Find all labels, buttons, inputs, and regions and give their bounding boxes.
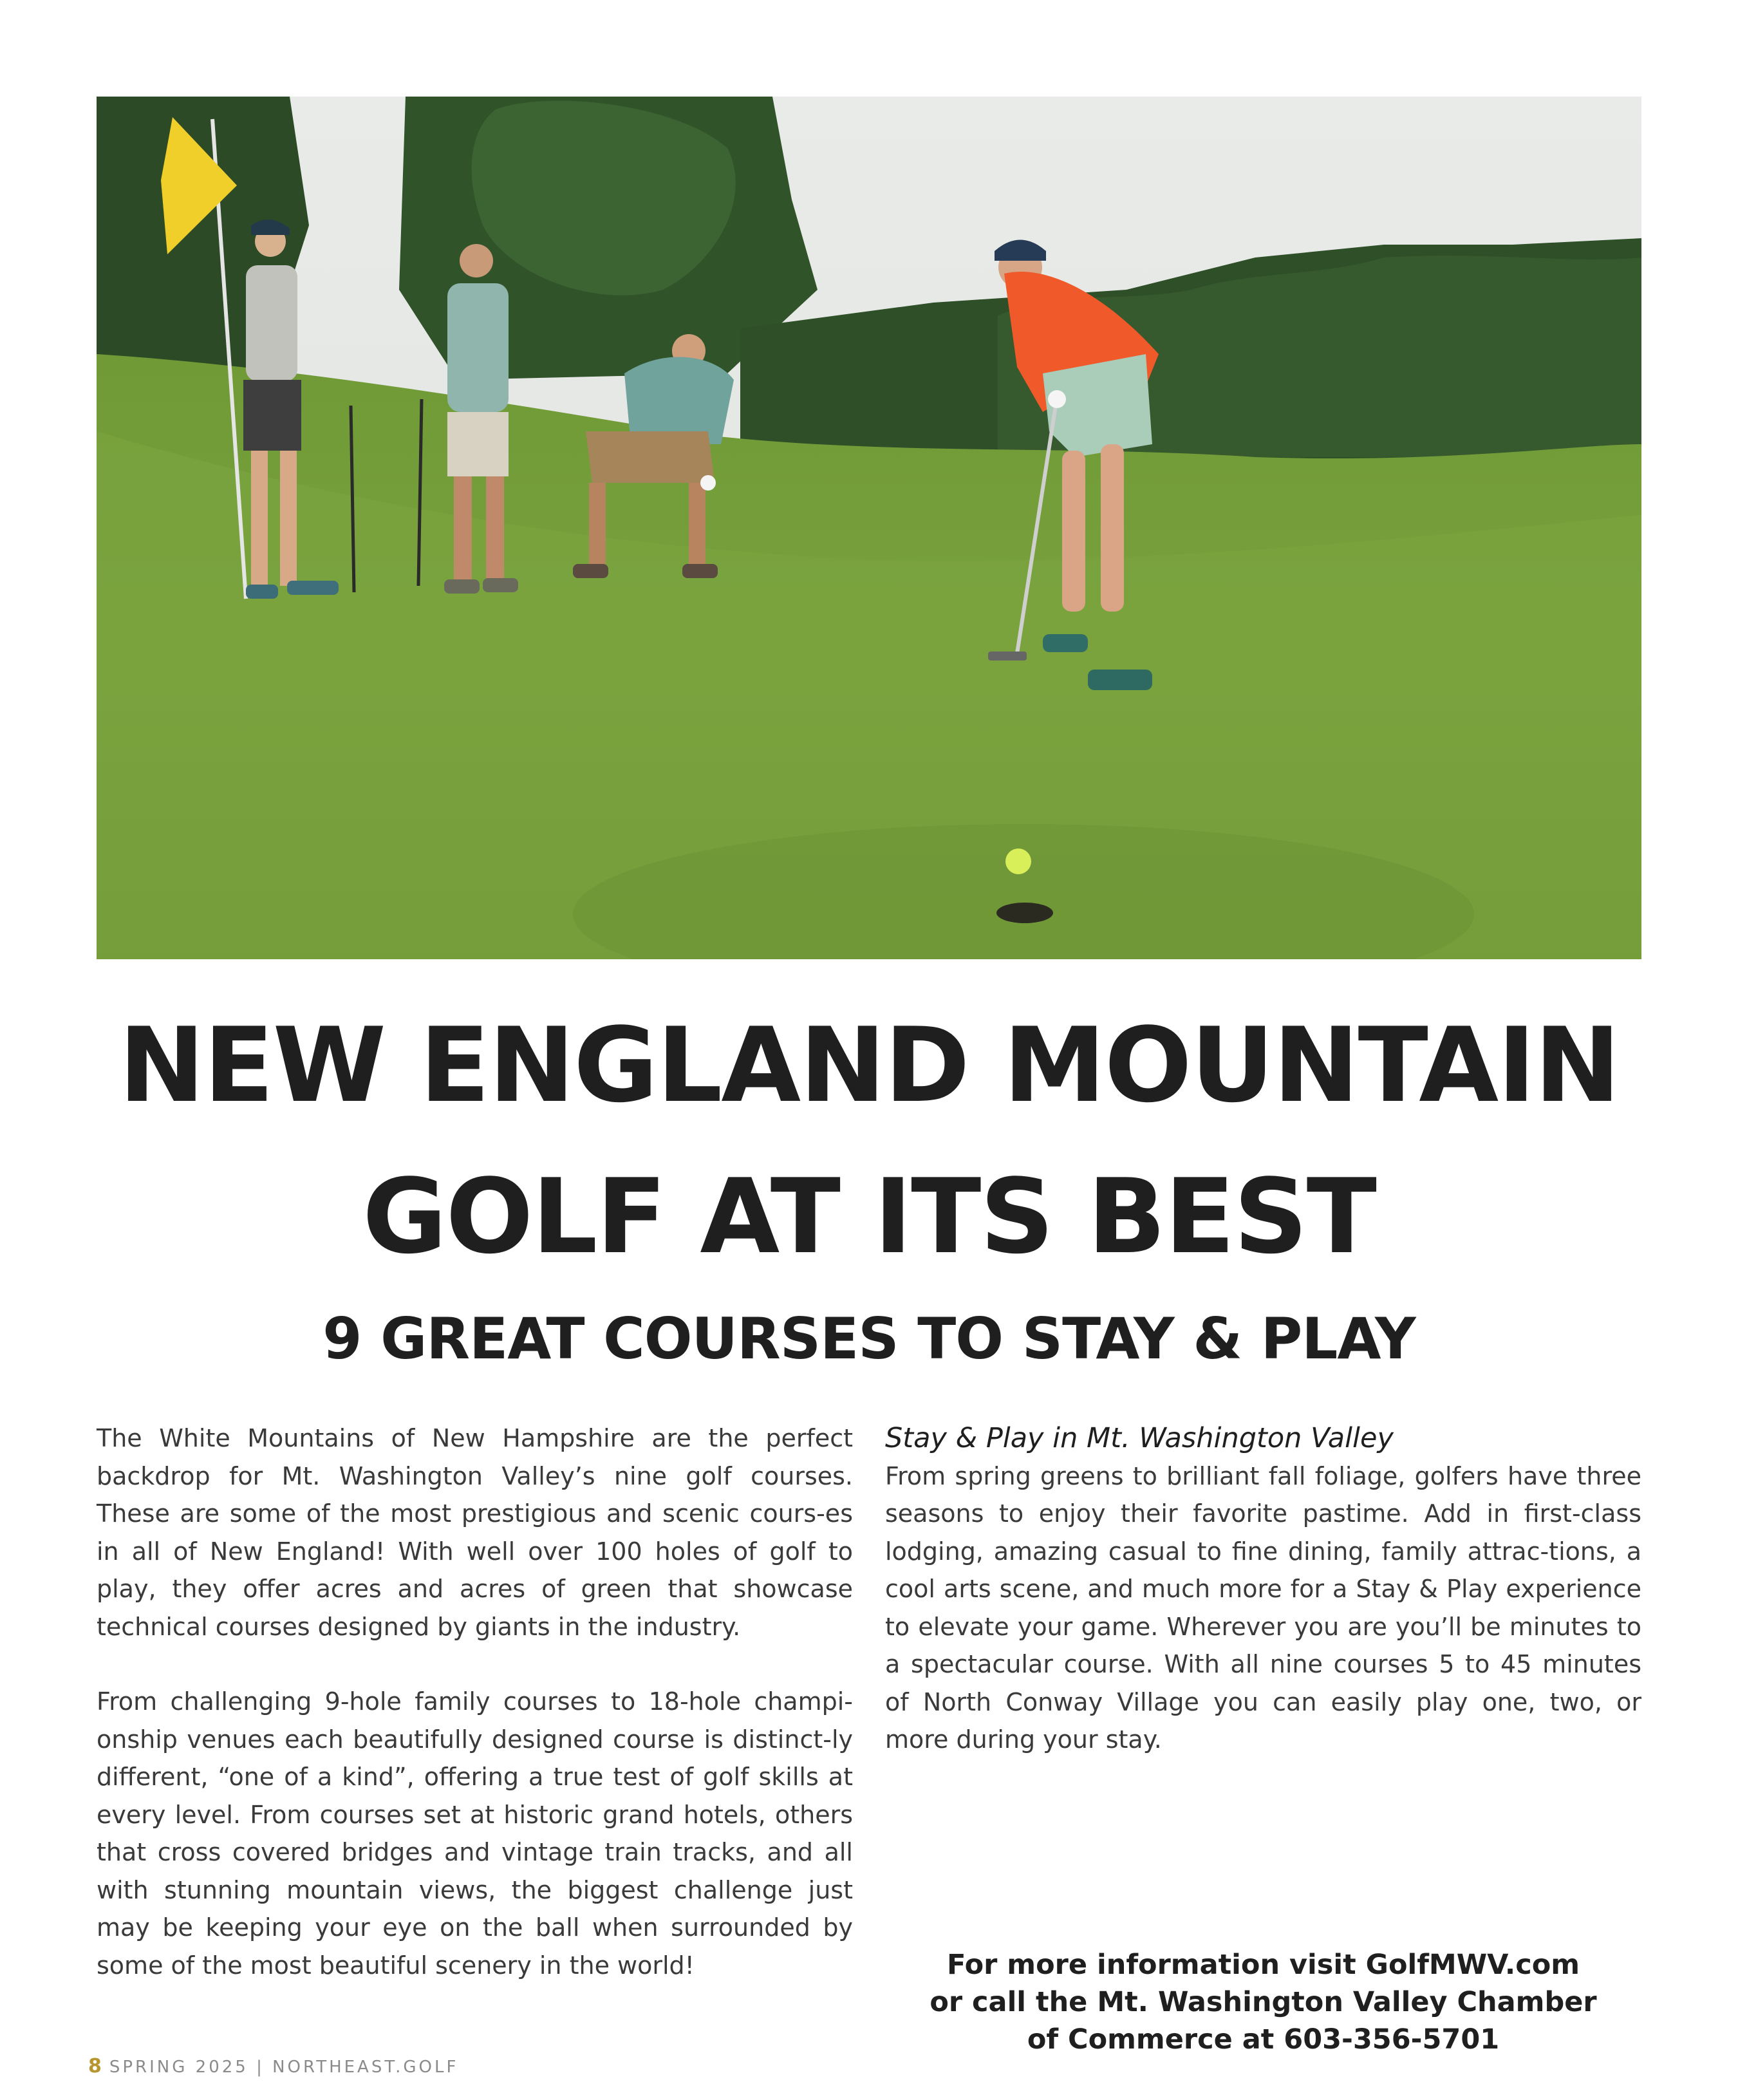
golf-hole-icon (996, 903, 1053, 923)
article-subtitle: 9 GREAT COURSES TO STAY & PLAY (322, 1306, 1416, 1372)
contact-line-3: of Commerce at 603-356-5701 (1027, 2023, 1500, 2056)
hero-photo-golfers-putting-green (97, 97, 1641, 959)
body-paragraph: From spring greens to brilliant fall foliage, golfers have three seasons to enjoy their favorite pastime. Add in first-class lodging, amazing casual to fine dining, family attrac-tions, a cool arts scene, and much more for a Stay & Play experience to elevate your game. Wherever you are you’ll be minutes to a spectacular course. With all nine courses 5 to 45 minutes of North Conway Village you can easily play one, two, or more during your stay. (885, 1461, 1641, 1754)
golf-ball-icon (1005, 848, 1031, 874)
body-paragraph: The White Mountains of New Hampshire are the perfect backdrop for Mt. Washington Valley’s nine golf courses. These are some of the most prestigious and scenic cours-es in all of New England! With well over 100 holes of golf to play, they offer acres and acres of green that showcase technical courses designed by giants in the industry. (97, 1424, 853, 1641)
contact-line-2: or call the Mt. Washington Valley Chamber (930, 1986, 1597, 2018)
body-paragraph: From challenging 9-hole family courses to 18-hole champi-onship venues each beautifully designed course is distinct-ly different, “one of a kind”, offering a true test of golf skills at every level. From courses set at historic grand hotels, others that cross covered bridges and vintage train tracks, and all with stunning mountain views, the biggest challenge just may be keeping your eye on the ball when surrounded by some of the most beautiful scenery in the world! (97, 1687, 853, 1980)
contact-line-1: For more information visit GolfMWV.com (946, 1949, 1580, 1981)
section-heading: Stay & Play in Mt. Washington Valley (885, 1422, 1394, 1454)
article-title-line-1: NEW ENGLAND MOUNTAIN (118, 1005, 1620, 1125)
page-footer (88, 2055, 458, 2077)
left-column (97, 1420, 853, 2021)
page-number: 8 (88, 2055, 103, 2077)
right-column (885, 1420, 1641, 1796)
contact-callout (885, 1946, 1641, 2058)
article-title-line-2: GOLF AT ITS BEST (362, 1156, 1376, 1277)
footer-label: SPRING 2025 | NORTHEAST.GOLF (109, 2058, 459, 2077)
